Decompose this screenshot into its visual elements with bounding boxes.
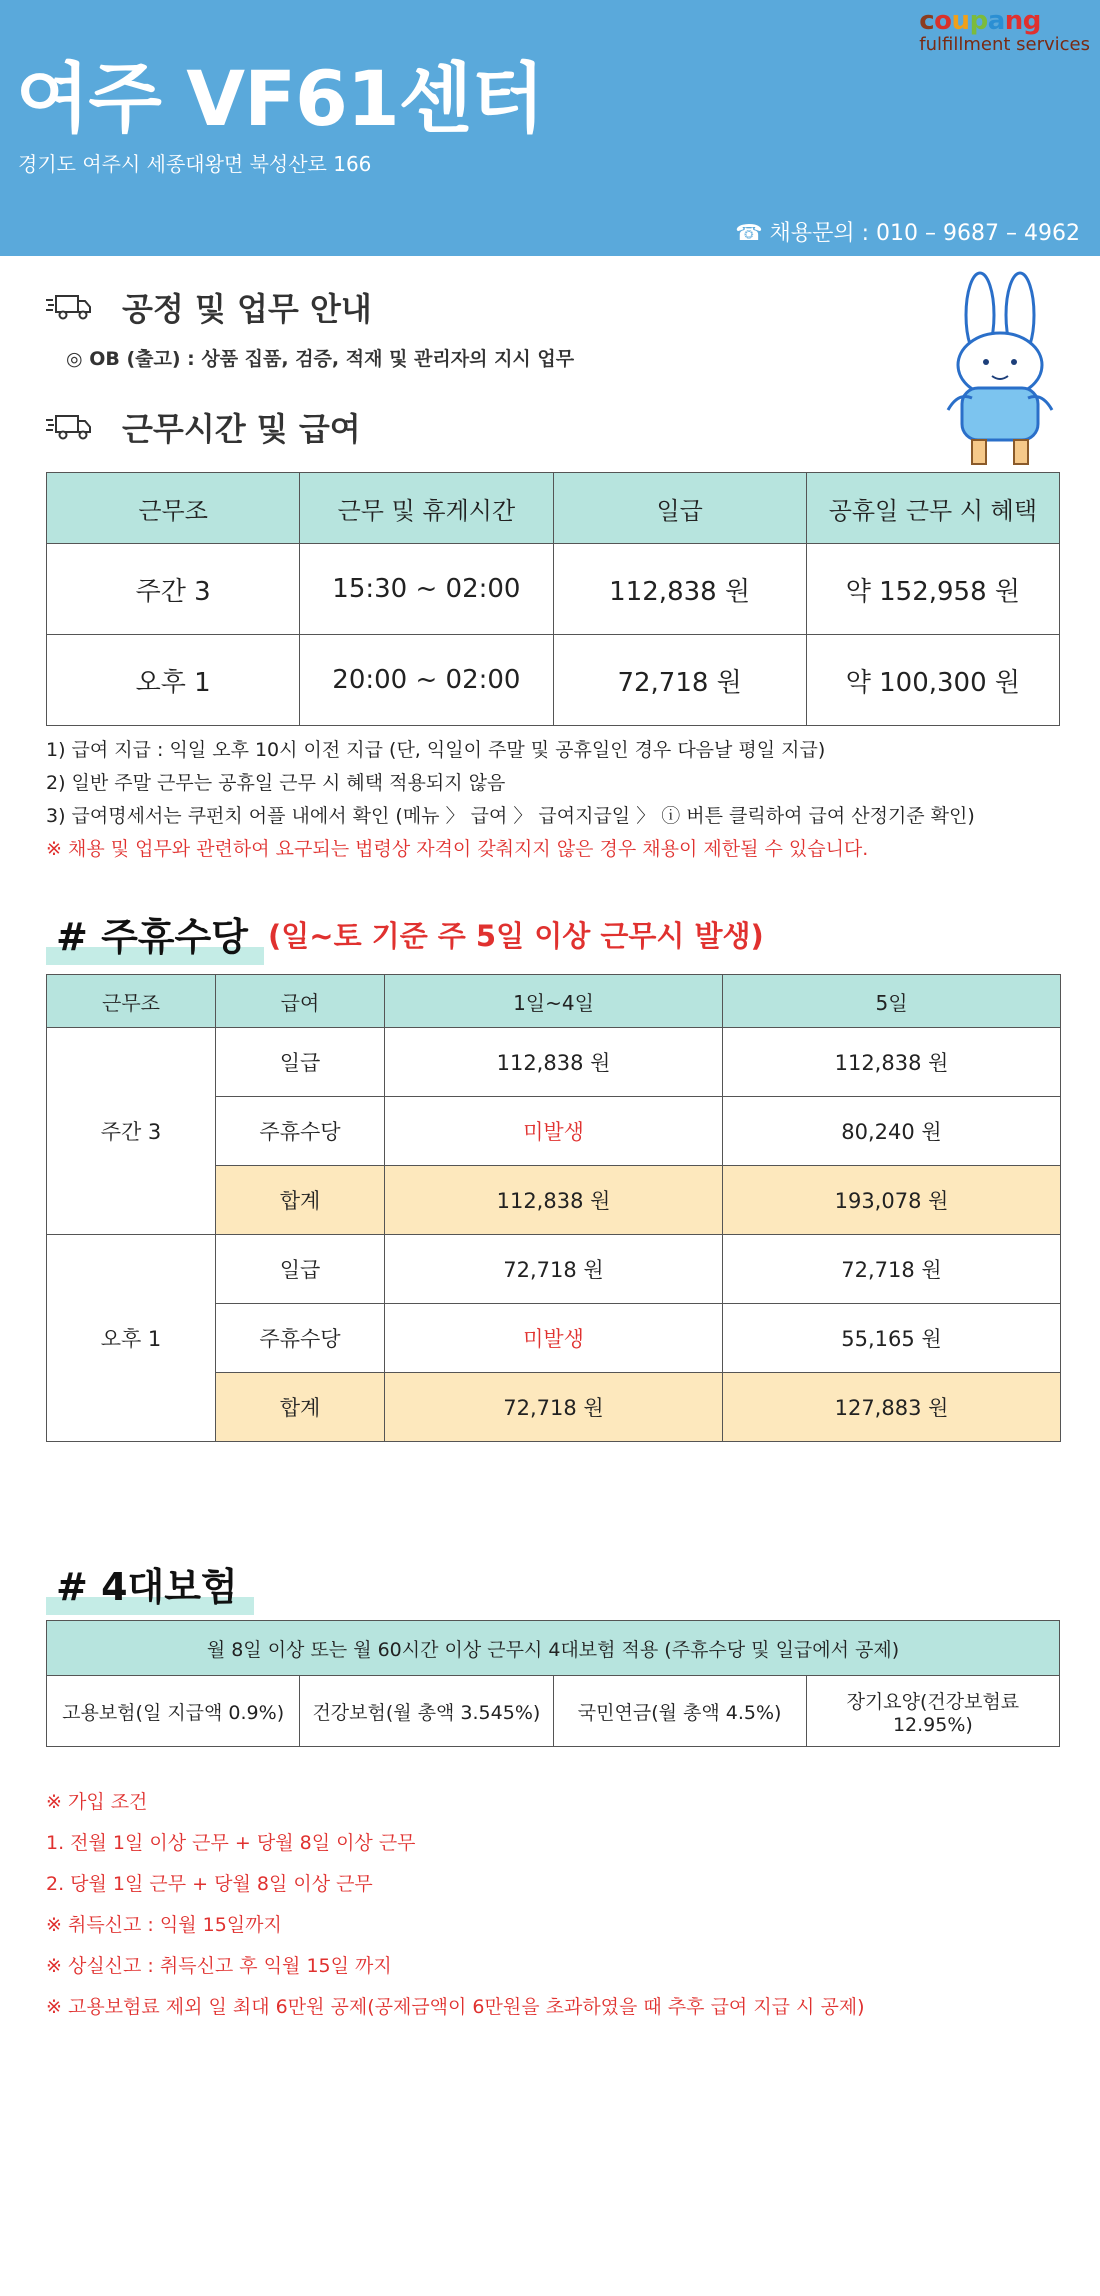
table-cell: 일급 (216, 1028, 385, 1097)
total-cell: 127,883 원 (723, 1373, 1061, 1442)
schedule-heading: 근무시간 및 급여 (46, 404, 361, 450)
rabbit-mascot-illustration (928, 270, 1078, 470)
note-line: 1) 급여 지급 : 익일 오후 10시 이전 지급 (단, 익일이 주말 및 공휴일인 경우 다음날 평일 지급) (46, 739, 826, 761)
table-cell: 72,718 원 (553, 635, 806, 726)
note-line: ※ 고용보험료 제외 일 최대 6만원 공제(공제금액이 6만원을 초과하였을 때 추후 급여 지급 시 공제) (46, 1996, 865, 2018)
schedule-table (46, 472, 1060, 726)
weekly-allowance-table (46, 974, 1061, 1442)
note-line: 2) 일반 주말 근무는 공휴일 근무 시 혜택 적용되지 않음 (46, 772, 506, 794)
recruit-contact: ☎ 채용문의 : 010 – 9687 – 4962 (735, 221, 1080, 246)
table-header-cell: 5일 (723, 975, 1061, 1028)
table-row (47, 544, 1060, 635)
shift-cell: 오후 1 (47, 1235, 216, 1442)
delivery-truck-icon (46, 412, 92, 442)
table-row (47, 1676, 1060, 1747)
note-line: 1. 전월 1일 이상 근무 + 당월 8일 이상 근무 (46, 1832, 416, 1854)
table-cell: 일급 (216, 1235, 385, 1304)
table-cell: 112,838 원 (385, 1028, 723, 1097)
table-cell: 장기요양(건강보험료 12.95%) (806, 1676, 1059, 1747)
ob-description: ◎ OB (출고) : 상품 집품, 검증, 적재 및 관리자의 지시 업무 (66, 348, 575, 370)
table-cell: 80,240 원 (723, 1097, 1061, 1166)
weekly-allowance-title: # 주휴수당 (46, 906, 264, 961)
total-cell: 193,078 원 (723, 1166, 1061, 1235)
coupang-logo (919, 6, 1090, 55)
table-row (47, 1028, 1061, 1097)
payment-notes (46, 734, 975, 866)
table-header-cell: 일급 (553, 473, 806, 544)
delivery-truck-icon (46, 292, 92, 322)
table-cell: 주간 3 (47, 544, 300, 635)
table-cell: 국민연금(월 총액 4.5%) (553, 1676, 806, 1747)
table-header-cell: 월 8일 이상 또는 월 60시간 이상 근무시 4대보험 적용 (주휴수당 및 일급에서 공제) (47, 1621, 1060, 1676)
table-cell: 15:30 ~ 02:00 (300, 544, 553, 635)
note-line: ※ 가입 조건 (46, 1791, 148, 1813)
table-cell: 주휴수당 (216, 1097, 385, 1166)
table-header-row (47, 1621, 1060, 1676)
table-header-cell: 근무조 (47, 975, 216, 1028)
note-line: ※ 취득신고 : 익월 15일까지 (46, 1914, 282, 1936)
insurance-title: # 4대보험 (46, 1556, 254, 1611)
table-cell: 미발생 (385, 1097, 723, 1166)
insurance-notes (46, 1782, 865, 2028)
table-cell: 20:00 ~ 02:00 (300, 635, 553, 726)
table-header-cell: 급여 (216, 975, 385, 1028)
table-header-cell: 공휴일 근무 시 혜택 (806, 473, 1059, 544)
table-header-cell: 근무 및 휴게시간 (300, 473, 553, 544)
logo-brand: coupang (919, 6, 1041, 36)
total-cell: 합계 (216, 1373, 385, 1442)
insurance-table (46, 1620, 1060, 1747)
table-cell: 미발생 (385, 1304, 723, 1373)
table-cell: 오후 1 (47, 635, 300, 726)
table-header-row (47, 975, 1061, 1028)
center-address: 경기도 여주시 세종대왕면 북성산로 166 (18, 152, 372, 176)
header-banner (0, 0, 1100, 256)
page-title: 여주 VF61센터 (16, 54, 544, 143)
table-cell: 72,718 원 (723, 1235, 1061, 1304)
note-line: 2. 당월 1일 근무 + 당월 8일 이상 근무 (46, 1873, 373, 1895)
table-header-cell: 근무조 (47, 473, 300, 544)
table-cell: 약 152,958 원 (806, 544, 1059, 635)
total-cell: 72,718 원 (385, 1373, 723, 1442)
process-heading: 공정 및 업무 안내 (46, 284, 372, 330)
note-line: 3) 급여명세서는 쿠펀치 어플 내에서 확인 (메뉴 〉 급여 〉 급여지급일 〉 ⓘ 버튼 클릭하여 급여 산정기준 확인) (46, 805, 975, 827)
table-row (47, 635, 1060, 726)
logo-subtitle: fulfillment services (919, 34, 1090, 55)
table-row (47, 1235, 1061, 1304)
table-cell: 건강보험(월 총액 3.545%) (300, 1676, 553, 1747)
weekly-allowance-condition: (일~토 기준 주 5일 이상 근무시 발생) (268, 919, 764, 953)
table-cell: 주휴수당 (216, 1304, 385, 1373)
table-cell: 55,165 원 (723, 1304, 1061, 1373)
table-header-row (47, 473, 1060, 544)
shift-cell: 주간 3 (47, 1028, 216, 1235)
table-header-cell: 1일~4일 (385, 975, 723, 1028)
table-cell: 약 100,300 원 (806, 635, 1059, 726)
total-cell: 112,838 원 (385, 1166, 723, 1235)
table-cell: 112,838 원 (553, 544, 806, 635)
warning-line: ※ 채용 및 업무와 관련하여 요구되는 법령상 자격이 갖춰지지 않은 경우 채용이 제한될 수 있습니다. (46, 838, 869, 860)
total-cell: 합계 (216, 1166, 385, 1235)
table-cell: 72,718 원 (385, 1235, 723, 1304)
note-line: ※ 상실신고 : 취득신고 후 익월 15일 까지 (46, 1955, 392, 1977)
table-cell: 고용보험(일 지급액 0.9%) (47, 1676, 300, 1747)
table-cell: 112,838 원 (723, 1028, 1061, 1097)
